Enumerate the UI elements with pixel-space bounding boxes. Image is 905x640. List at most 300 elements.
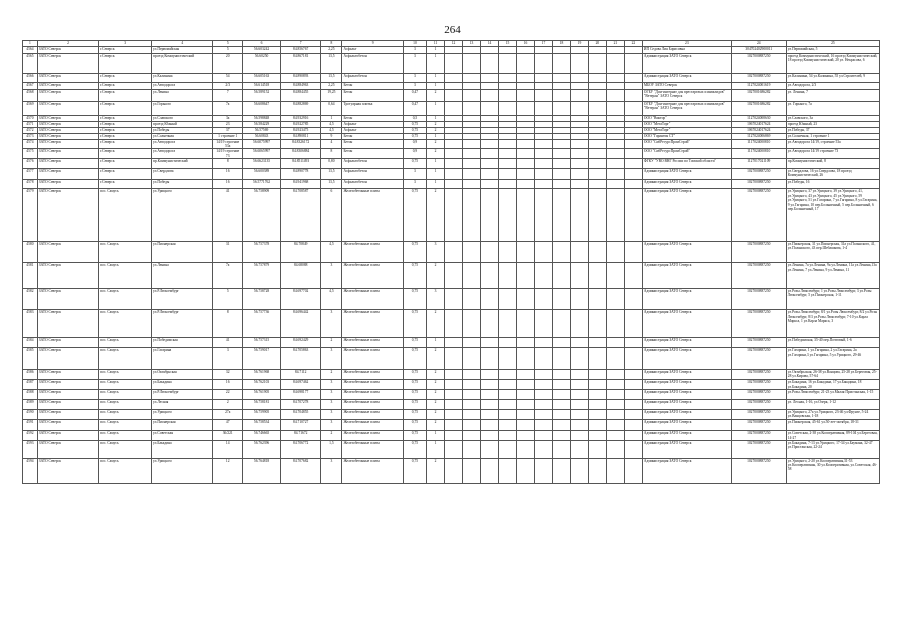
table-cell xyxy=(517,337,535,348)
table-cell: ЗАТО Северск xyxy=(37,263,98,288)
table-cell: 4565 xyxy=(23,53,38,73)
table-cell: ул.Славского, 3а xyxy=(786,116,879,122)
table-cell xyxy=(463,458,481,483)
table-cell: Железобетонные плиты xyxy=(342,409,403,420)
table-cell: Администрация ЗАТО Северск xyxy=(642,369,731,380)
table-cell xyxy=(481,409,499,420)
table-cell: 84.704855 xyxy=(281,409,321,420)
table-cell: ул.Свердлова, 16 ул.Свердлова, 18 проезд Коммунистический, 26 xyxy=(786,168,879,179)
column-header: 8 xyxy=(321,41,342,47)
table-cell xyxy=(624,139,642,149)
table-cell xyxy=(588,89,606,101)
table-row xyxy=(23,189,880,242)
table-cell xyxy=(570,149,588,159)
table-cell xyxy=(499,420,517,431)
table-cell: ул.Урицкого xyxy=(152,409,213,420)
table-cell: 56.758534 xyxy=(243,420,281,431)
table-cell xyxy=(552,288,570,309)
table-cell xyxy=(463,101,481,116)
table-cell xyxy=(570,89,588,101)
table-cell: Железобетонные плиты xyxy=(342,431,403,441)
table-cell: 56.584229 xyxy=(243,122,281,128)
table-cell: ул.Бакадина, 16 ул.Бакадина, 17 ул.Бакадина, 18 ул.Бакадина, 20 xyxy=(786,380,879,390)
table-cell: ул.Первомайская xyxy=(152,47,213,54)
table-cell: 0,9 xyxy=(403,149,426,159)
table-cell xyxy=(606,53,624,73)
table-cell: ЗАТО Северск xyxy=(37,458,98,483)
table-cell: 4577 xyxy=(23,168,38,179)
table-cell xyxy=(552,440,570,458)
table-cell: 1027000887250 xyxy=(731,53,786,73)
table-cell: 2 xyxy=(321,337,342,348)
table-cell: г.Северск xyxy=(99,139,152,149)
table-cell: 84.867181 xyxy=(281,53,321,73)
table-cell xyxy=(606,431,624,441)
table-cell xyxy=(445,101,463,116)
table-cell xyxy=(624,263,642,288)
table-cell: 0,75 xyxy=(403,390,426,400)
table-cell: Администрация ЗАТО Северск xyxy=(642,310,731,337)
table-cell: 8 xyxy=(321,149,342,159)
table-cell: ЗАТО Северск xyxy=(37,133,98,139)
table-cell: г.Северск xyxy=(99,149,152,159)
table-cell: ул. Горького, 7а xyxy=(786,101,879,116)
table-cell xyxy=(517,168,535,179)
table-cell: ЗАТО Северск xyxy=(37,288,98,309)
table-cell: ул.Автодорога, 2/3 xyxy=(786,83,879,90)
table-cell xyxy=(517,458,535,483)
table-cell: 84.884963 xyxy=(281,83,321,90)
table-cell: 56.589152 xyxy=(243,89,281,101)
table-cell xyxy=(517,263,535,288)
table-cell xyxy=(534,369,552,380)
table-cell xyxy=(552,420,570,431)
table-cell xyxy=(517,47,535,54)
table-cell: 13,5 xyxy=(321,168,342,179)
table-cell: 3 xyxy=(321,399,342,409)
table-cell: ул.Урицкого, 27а ул.Урицкого, 23-46 ул.Фрунзе, 5-24 ул.Ванцовская, 1-18 xyxy=(786,409,879,420)
table-cell: ул.Свердлова xyxy=(152,168,213,179)
table-cell: 41 xyxy=(213,337,243,348)
table-cell: ул.Победимская xyxy=(152,337,213,348)
table-cell: 0,47 xyxy=(403,101,426,116)
table-cell xyxy=(499,189,517,242)
table-cell: 2 xyxy=(427,149,445,159)
table-cell: 1 xyxy=(427,83,445,90)
table-cell: 1027000887250 xyxy=(731,458,786,483)
table-cell xyxy=(481,420,499,431)
table-cell xyxy=(499,168,517,179)
table-cell: 84.707682 xyxy=(281,458,321,483)
table-cell: 4 xyxy=(321,139,342,149)
table-cell: 16 xyxy=(213,168,243,179)
table-cell: 84.708587 xyxy=(281,189,321,242)
table-cell: ЗАТО Северск xyxy=(37,101,98,116)
table-cell xyxy=(624,337,642,348)
table-cell: 1027000887250 xyxy=(731,431,786,441)
table-cell: Асфальтобетон xyxy=(342,74,403,83)
table-cell: 84.8306884 xyxy=(281,149,321,159)
table-cell xyxy=(570,348,588,369)
table-cell: ул.Р.Люксембург xyxy=(152,310,213,337)
table-cell xyxy=(445,83,463,90)
table-cell: Асфальт xyxy=(342,47,403,54)
table-cell: ул.Розы Люксембург, 21-23 ул.Малая Пристанская, 1-15 xyxy=(786,390,879,400)
table-cell: 1027000887250 xyxy=(731,189,786,242)
table-cell: пос. Самусь xyxy=(99,337,152,348)
table-cell: ЗАТО Северск xyxy=(37,127,98,133)
table-cell: ул.Розы Люксембург, 1 ул.Розы Люксембург, 3 ул.Розы Люксембург, 5 ул.Пионерская, 1-11 xyxy=(786,288,879,309)
table-cell: 4,5 xyxy=(321,122,342,128)
table-cell: Асфальтобетон xyxy=(342,159,403,169)
table-cell xyxy=(588,168,606,179)
table-cell: 3 xyxy=(321,409,342,420)
table-cell: ул.Горького xyxy=(152,101,213,116)
table-cell xyxy=(463,310,481,337)
table-cell xyxy=(588,159,606,169)
table-cell: 0,9 xyxy=(403,139,426,149)
table-cell xyxy=(570,189,588,242)
table-cell xyxy=(481,399,499,409)
table-cell: пос. Самусь xyxy=(99,189,152,242)
table-cell: ул. Лесная, 1-16, ул.Озерк, 1-12 xyxy=(786,399,879,409)
table-cell: Администрация ЗАТО Северск xyxy=(642,399,731,409)
table-cell xyxy=(481,380,499,390)
table-cell xyxy=(552,149,570,159)
column-header: 5 xyxy=(213,41,243,47)
table-cell xyxy=(624,89,642,101)
table-cell xyxy=(499,409,517,420)
table-cell: г.Северск xyxy=(99,53,152,73)
table-cell xyxy=(624,53,642,73)
table-row xyxy=(23,47,880,54)
table-cell: 84.7112 xyxy=(281,369,321,380)
table-cell: 0,5 xyxy=(403,116,426,122)
table-cell: 3 xyxy=(403,168,426,179)
table-cell xyxy=(624,242,642,263)
table-cell: Администрация ЗАТО Северск xyxy=(642,242,731,263)
table-cell xyxy=(588,139,606,149)
table-cell xyxy=(481,168,499,179)
table-cell xyxy=(517,74,535,83)
table-row xyxy=(23,263,880,288)
table-cell: 1027000887250 xyxy=(731,348,786,369)
table-cell xyxy=(552,310,570,337)
column-header: 23 xyxy=(642,41,731,47)
table-cell xyxy=(606,380,624,390)
table-cell xyxy=(534,458,552,483)
table-cell: ЗАТО Северск xyxy=(37,242,98,263)
table-cell xyxy=(499,89,517,101)
table-cell: пос. Самусь xyxy=(99,369,152,380)
table-cell xyxy=(624,74,642,83)
table-cell xyxy=(552,431,570,441)
table-cell: 1 строение 1 xyxy=(213,133,243,139)
table-cell: 56.762103 xyxy=(243,380,281,390)
table-cell xyxy=(499,83,517,90)
table-cell: ЗАТО Северск xyxy=(37,83,98,90)
column-header: 22 xyxy=(624,41,642,47)
table-cell: 8 xyxy=(213,310,243,337)
table-cell xyxy=(481,83,499,90)
table-cell: 0,75 xyxy=(403,122,426,128)
table-cell: ул.Первомайская, 5 xyxy=(786,47,879,54)
column-header: 4 xyxy=(152,41,213,47)
table-cell xyxy=(499,380,517,390)
table-cell xyxy=(517,149,535,159)
table-cell xyxy=(624,348,642,369)
table-cell xyxy=(624,179,642,189)
table-cell xyxy=(570,47,588,54)
table-cell: 1 xyxy=(427,133,445,139)
table-cell: Железобетонные плиты xyxy=(342,458,403,483)
table-cell: 3 xyxy=(213,348,243,369)
table-row xyxy=(23,101,880,116)
table-cell: 56.764818 xyxy=(243,458,281,483)
table-cell: 4573 xyxy=(23,133,38,139)
table-cell: ул.Пионерская, 45-61 ул.50-лет-октября, 18-31 xyxy=(786,420,879,431)
table-cell: 32 xyxy=(213,369,243,380)
table-cell xyxy=(534,337,552,348)
table-cell: 84.70849 xyxy=(281,242,321,263)
table-cell: Администрация ЗАТО Северск xyxy=(642,440,731,458)
table-cell: 1117024000810 xyxy=(731,149,786,159)
table-cell xyxy=(463,337,481,348)
table-cell xyxy=(499,263,517,288)
table-cell: 3 xyxy=(403,179,426,189)
table-cell xyxy=(624,399,642,409)
table-cell: Администрация ЗАТО Северск xyxy=(642,53,731,73)
table-cell: 4570 xyxy=(23,116,38,122)
table-cell xyxy=(588,101,606,116)
table-cell xyxy=(606,139,624,149)
table-cell: 4578 xyxy=(23,179,38,189)
table-cell: 7 xyxy=(213,89,243,101)
table-cell xyxy=(481,89,499,101)
table-cell: 56.6075997 xyxy=(243,139,281,149)
column-header: 3 xyxy=(99,41,152,47)
table-cell xyxy=(481,149,499,159)
table-cell: 3 xyxy=(321,380,342,390)
column-header: 2 xyxy=(37,41,98,47)
table-cell xyxy=(606,420,624,431)
table-cell: 56.746665 xyxy=(243,431,281,441)
table-cell xyxy=(606,369,624,380)
table-row xyxy=(23,53,880,73)
table-cell xyxy=(570,337,588,348)
table-cell xyxy=(534,440,552,458)
table-cell xyxy=(534,242,552,263)
table-cell xyxy=(481,263,499,288)
table-cell: 84.698177 xyxy=(281,390,321,400)
table-cell: г.Северск xyxy=(99,83,152,90)
table-cell: ул.Ленина xyxy=(152,89,213,101)
table-cell: Бетон xyxy=(342,149,403,159)
table-cell xyxy=(499,242,517,263)
table-cell: 3а xyxy=(213,116,243,122)
table-cell: пр.Коммунистический, 8 xyxy=(786,159,879,169)
table-cell: Администрация ЗАТО Северск xyxy=(642,337,731,348)
table-cell: пр.Коммунистический xyxy=(152,159,213,169)
table-cell xyxy=(463,74,481,83)
table-cell: 1,5 xyxy=(321,440,342,458)
table-cell xyxy=(534,431,552,441)
table-cell xyxy=(570,369,588,380)
table-cell: 4572 xyxy=(23,127,38,133)
table-cell: 56.57569 xyxy=(243,127,281,133)
table-row xyxy=(23,159,880,169)
table-cell xyxy=(606,390,624,400)
table-cell: 3 xyxy=(321,263,342,288)
table-cell: 0,75 xyxy=(403,310,426,337)
table-cell: 6 xyxy=(321,189,342,242)
table-cell: Железобетонные плиты xyxy=(342,380,403,390)
table-cell: ул.Победы xyxy=(152,179,213,189)
table-cell xyxy=(463,89,481,101)
table-cell: 2,25 xyxy=(321,47,342,54)
table-cell: ул.Автодорога 14/19, строение 53а xyxy=(786,139,879,149)
table-cell: 4567 xyxy=(23,83,38,90)
table-cell: 2 xyxy=(427,458,445,483)
table-cell: 3 xyxy=(403,47,426,54)
table-cell xyxy=(552,263,570,288)
table-cell xyxy=(588,242,606,263)
table-cell: ЗАТО Северск xyxy=(37,122,98,128)
table-cell: 2 xyxy=(427,380,445,390)
table-cell: 84.941968 xyxy=(281,179,321,189)
table-cell: г.Северск xyxy=(99,74,152,83)
table-cell xyxy=(552,74,570,83)
table-cell: 7а xyxy=(213,263,243,288)
table-cell: 84.707278 xyxy=(281,399,321,409)
table-cell xyxy=(463,179,481,189)
table-cell: ул.Автодорога 14/19 строение 73 xyxy=(786,149,879,159)
table-cell xyxy=(606,399,624,409)
table-cell: 1067024017624 xyxy=(731,127,786,133)
table-cell: ул.Урицкого, 37 ул.Урицкого, 39 ул.Урицкого, 41, ул.Урицкого, 43 ул.Урицкого, 45 ул.Урицкого, 59 ул.Урицкого, 51 ул.Гагарина, 7 ул.Гагарина, 8 ул.Гагарина, 9 ул.Гагарина, 10 пер.Больничный, 5 пер.Больничный, 6 пер.Больничный, 17 xyxy=(786,189,879,242)
table-cell: г.Северск xyxy=(99,159,152,169)
table-row xyxy=(23,149,880,159)
table-cell: Асфальтобетон xyxy=(342,53,403,73)
table-cell xyxy=(445,399,463,409)
table-cell: ул.Октябрьская xyxy=(152,369,213,380)
table-cell xyxy=(463,409,481,420)
table-cell: ОГБУ "Дом-интернат для престарелых и инвалидов" "Ветеран" ЗАТО Северск xyxy=(642,101,731,116)
table-cell xyxy=(588,149,606,159)
table-cell: ул.Калинина, 54 ул.Калинина, 55 ул.Строителей, 9 xyxy=(786,74,879,83)
table-cell: 56.759017 xyxy=(243,348,281,369)
table-cell xyxy=(445,149,463,159)
table-cell: 4569 xyxy=(23,101,38,116)
column-header: 9 xyxy=(342,41,403,47)
table-cell: 56.757378 xyxy=(243,242,281,263)
table-cell: 4580 xyxy=(23,242,38,263)
table-cell xyxy=(552,390,570,400)
table-cell xyxy=(499,440,517,458)
table-cell xyxy=(463,288,481,309)
table-cell: пос. Самусь xyxy=(99,310,152,337)
table-cell xyxy=(570,101,588,116)
table-cell: Администрация ЗАТО Северск xyxy=(642,380,731,390)
table-cell: 2 xyxy=(427,369,445,380)
table-cell xyxy=(606,159,624,169)
table-cell xyxy=(588,310,606,337)
table-cell: ИП Седова Лия Борисовна xyxy=(642,47,731,54)
table-cell xyxy=(499,179,517,189)
table-cell: 56.757315 xyxy=(243,337,281,348)
table-cell: 4592 xyxy=(23,431,38,441)
column-header: 10 xyxy=(403,41,426,47)
table-cell: 13,5 xyxy=(321,74,342,83)
table-cell xyxy=(606,242,624,263)
table-cell xyxy=(624,149,642,159)
table-cell xyxy=(624,47,642,54)
table-cell: г.Северск xyxy=(99,168,152,179)
table-cell xyxy=(463,390,481,400)
table-cell xyxy=(499,390,517,400)
table-cell: Железобетонные плиты xyxy=(342,189,403,242)
table-cell: ул.Розы Люксембург, 8/1 ул.Розы Люксембург, 8/2 ул.Розы Люксембург, 8/3 ул.Розы Люксембург, 7-10 ул.Карла Маркса, 1 ул.Карла Маркса, 3 xyxy=(786,310,879,337)
table-cell: ул.Гагарина xyxy=(152,348,213,369)
table-cell: 1127024008630 xyxy=(731,116,786,122)
table-cell xyxy=(463,380,481,390)
table-cell xyxy=(517,420,535,431)
table-cell xyxy=(481,431,499,441)
table-cell xyxy=(552,189,570,242)
table-cell xyxy=(517,242,535,263)
table-cell: 1 xyxy=(427,101,445,116)
table-cell: ЗАТО Северск xyxy=(37,53,98,73)
table-cell: ЗАТО Северск xyxy=(37,337,98,348)
table-cell: ЗАТО Северск xyxy=(37,399,98,409)
table-cell: ул.Победы, 16 xyxy=(786,179,879,189)
table-cell: ЗАТО Северск xyxy=(37,380,98,390)
table-cell: 3 xyxy=(427,242,445,263)
table-cell xyxy=(463,139,481,149)
table-cell xyxy=(552,242,570,263)
table-cell: пос. Самусь xyxy=(99,409,152,420)
table-cell xyxy=(570,310,588,337)
table-cell xyxy=(588,83,606,90)
table-cell: 1027000887250 xyxy=(731,440,786,458)
page-number: 264 xyxy=(444,24,461,36)
table-cell xyxy=(517,390,535,400)
table-cell: 0,75 xyxy=(403,380,426,390)
table-cell xyxy=(570,159,588,169)
table-cell xyxy=(552,369,570,380)
table-cell: 1027000887250 xyxy=(731,310,786,337)
table-row xyxy=(23,409,880,420)
table-cell xyxy=(481,242,499,263)
table-cell xyxy=(588,440,606,458)
table-cell: проезд Коммунистический, 16 проезд Коммунистический, 18 проезд Коммунистический, 20 ул. Некрасова, 6 xyxy=(786,53,879,73)
table-cell xyxy=(517,348,535,369)
table-cell: 3 xyxy=(427,288,445,309)
table-cell: 2 xyxy=(427,127,445,133)
table-cell: 4574 xyxy=(23,139,38,149)
table-cell: ул.Урицкого xyxy=(152,458,213,483)
table-cell xyxy=(463,420,481,431)
table-cell: 1027000887250 xyxy=(731,288,786,309)
table-cell xyxy=(606,89,624,101)
table-cell: 2 xyxy=(321,431,342,441)
table-cell: ЗАТО Северск xyxy=(37,409,98,420)
table-cell xyxy=(534,409,552,420)
column-header: 17 xyxy=(534,41,552,47)
table-cell: 0,75 xyxy=(403,263,426,288)
table-cell: 56.603242 xyxy=(243,47,281,54)
table-cell: 84.697462 xyxy=(281,380,321,390)
